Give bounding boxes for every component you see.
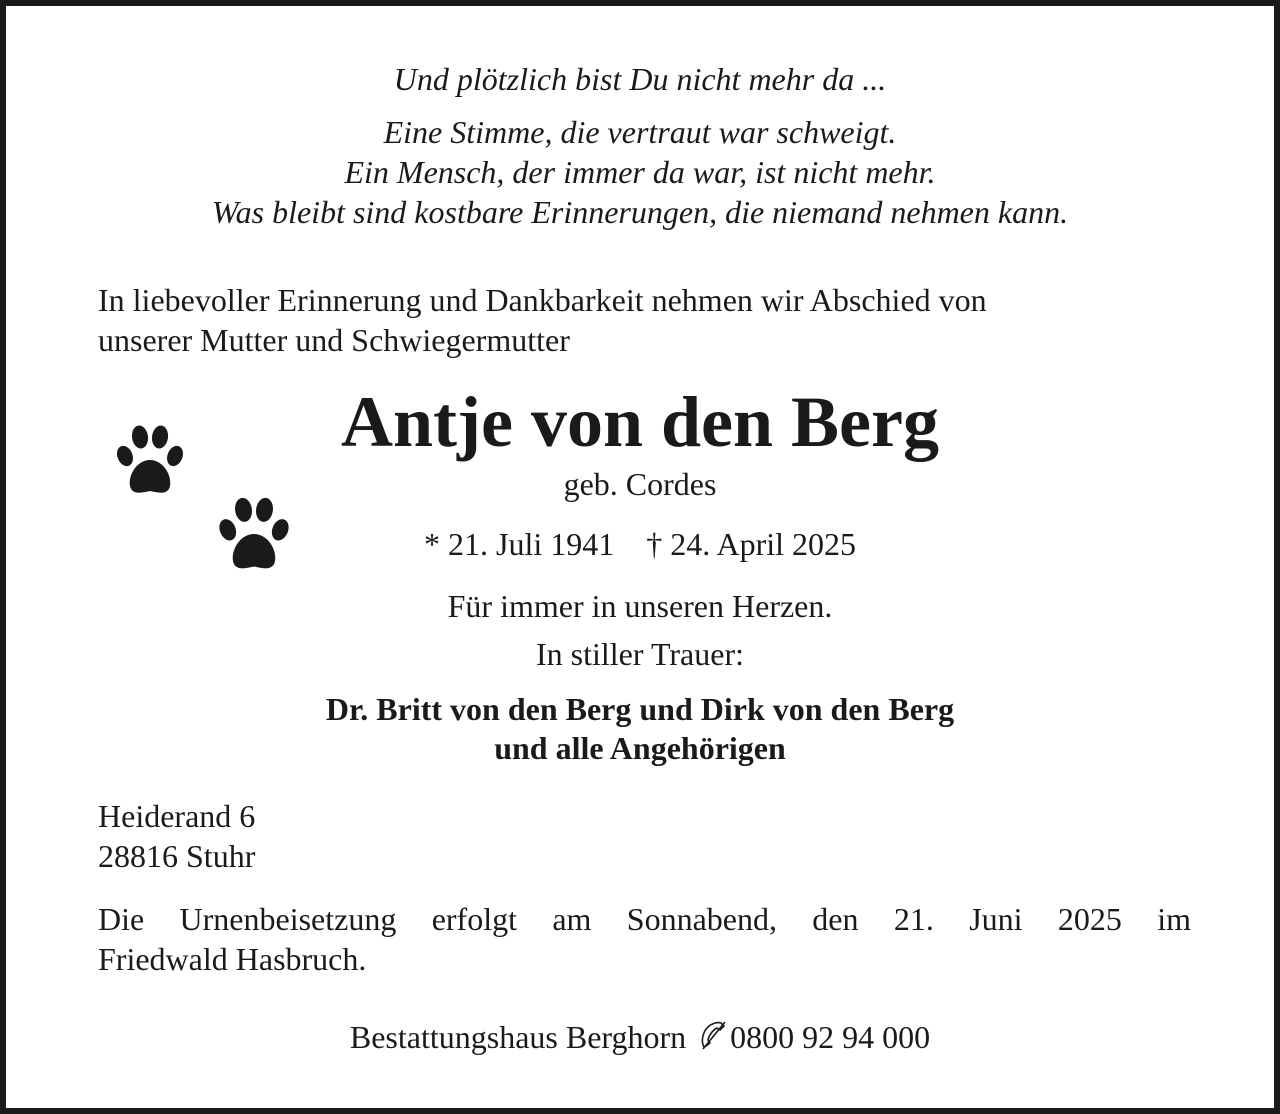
mourning-line: In stiller Trauer: (536, 636, 744, 672)
mourners-line-2: und alle Angehörigen (494, 730, 786, 766)
phone-icon (698, 1020, 728, 1052)
funeral-home-name: Bestattungshaus Berghorn (349, 1019, 687, 1055)
deceased-name: Antje von den Berg (341, 382, 939, 462)
poem-line-4: Was bleibt sind kostbare Erinnerungen, die niemand nehmen kann. (211, 194, 1069, 230)
address-city: 28816 Stuhr (98, 838, 256, 874)
poem-line-3: Ein Mensch, der immer da war, ist nicht mehr. (344, 154, 936, 190)
burial-line-1: Die Urnenbeisetzung erfolgt am Sonnabend, den 21. Juni 2025 im (98, 901, 1191, 937)
birth-date: * 21. Juli 1941 (423, 526, 615, 562)
intro-line-2: unserer Mutter und Schwiegermutter (98, 322, 570, 358)
heart-line: Für immer in unseren Herzen. (447, 588, 833, 624)
life-dates (6, 524, 1274, 564)
funeral-home-phone: 0800 92 94 000 (730, 1019, 931, 1055)
mourners-line-1: Dr. Britt von den Berg und Dirk von den Berg (325, 691, 955, 727)
poem-line-2: Eine Stimme, die vertraut war schweigt. (383, 114, 897, 150)
death-date: † 24. April 2025 (646, 526, 856, 562)
birth-name: geb. Cordes (563, 466, 717, 502)
burial-line-2: Friedwald Hasbruch. (98, 941, 367, 977)
funeral-home-line (6, 1017, 1274, 1057)
poem-line-1: Und plötzlich bist Du nicht mehr da ... (393, 61, 887, 97)
address-street: Heiderand 6 (98, 798, 256, 834)
intro-line-1: In liebevoller Erinnerung und Dankbarkeit nehmen wir Abschied von (98, 282, 987, 318)
